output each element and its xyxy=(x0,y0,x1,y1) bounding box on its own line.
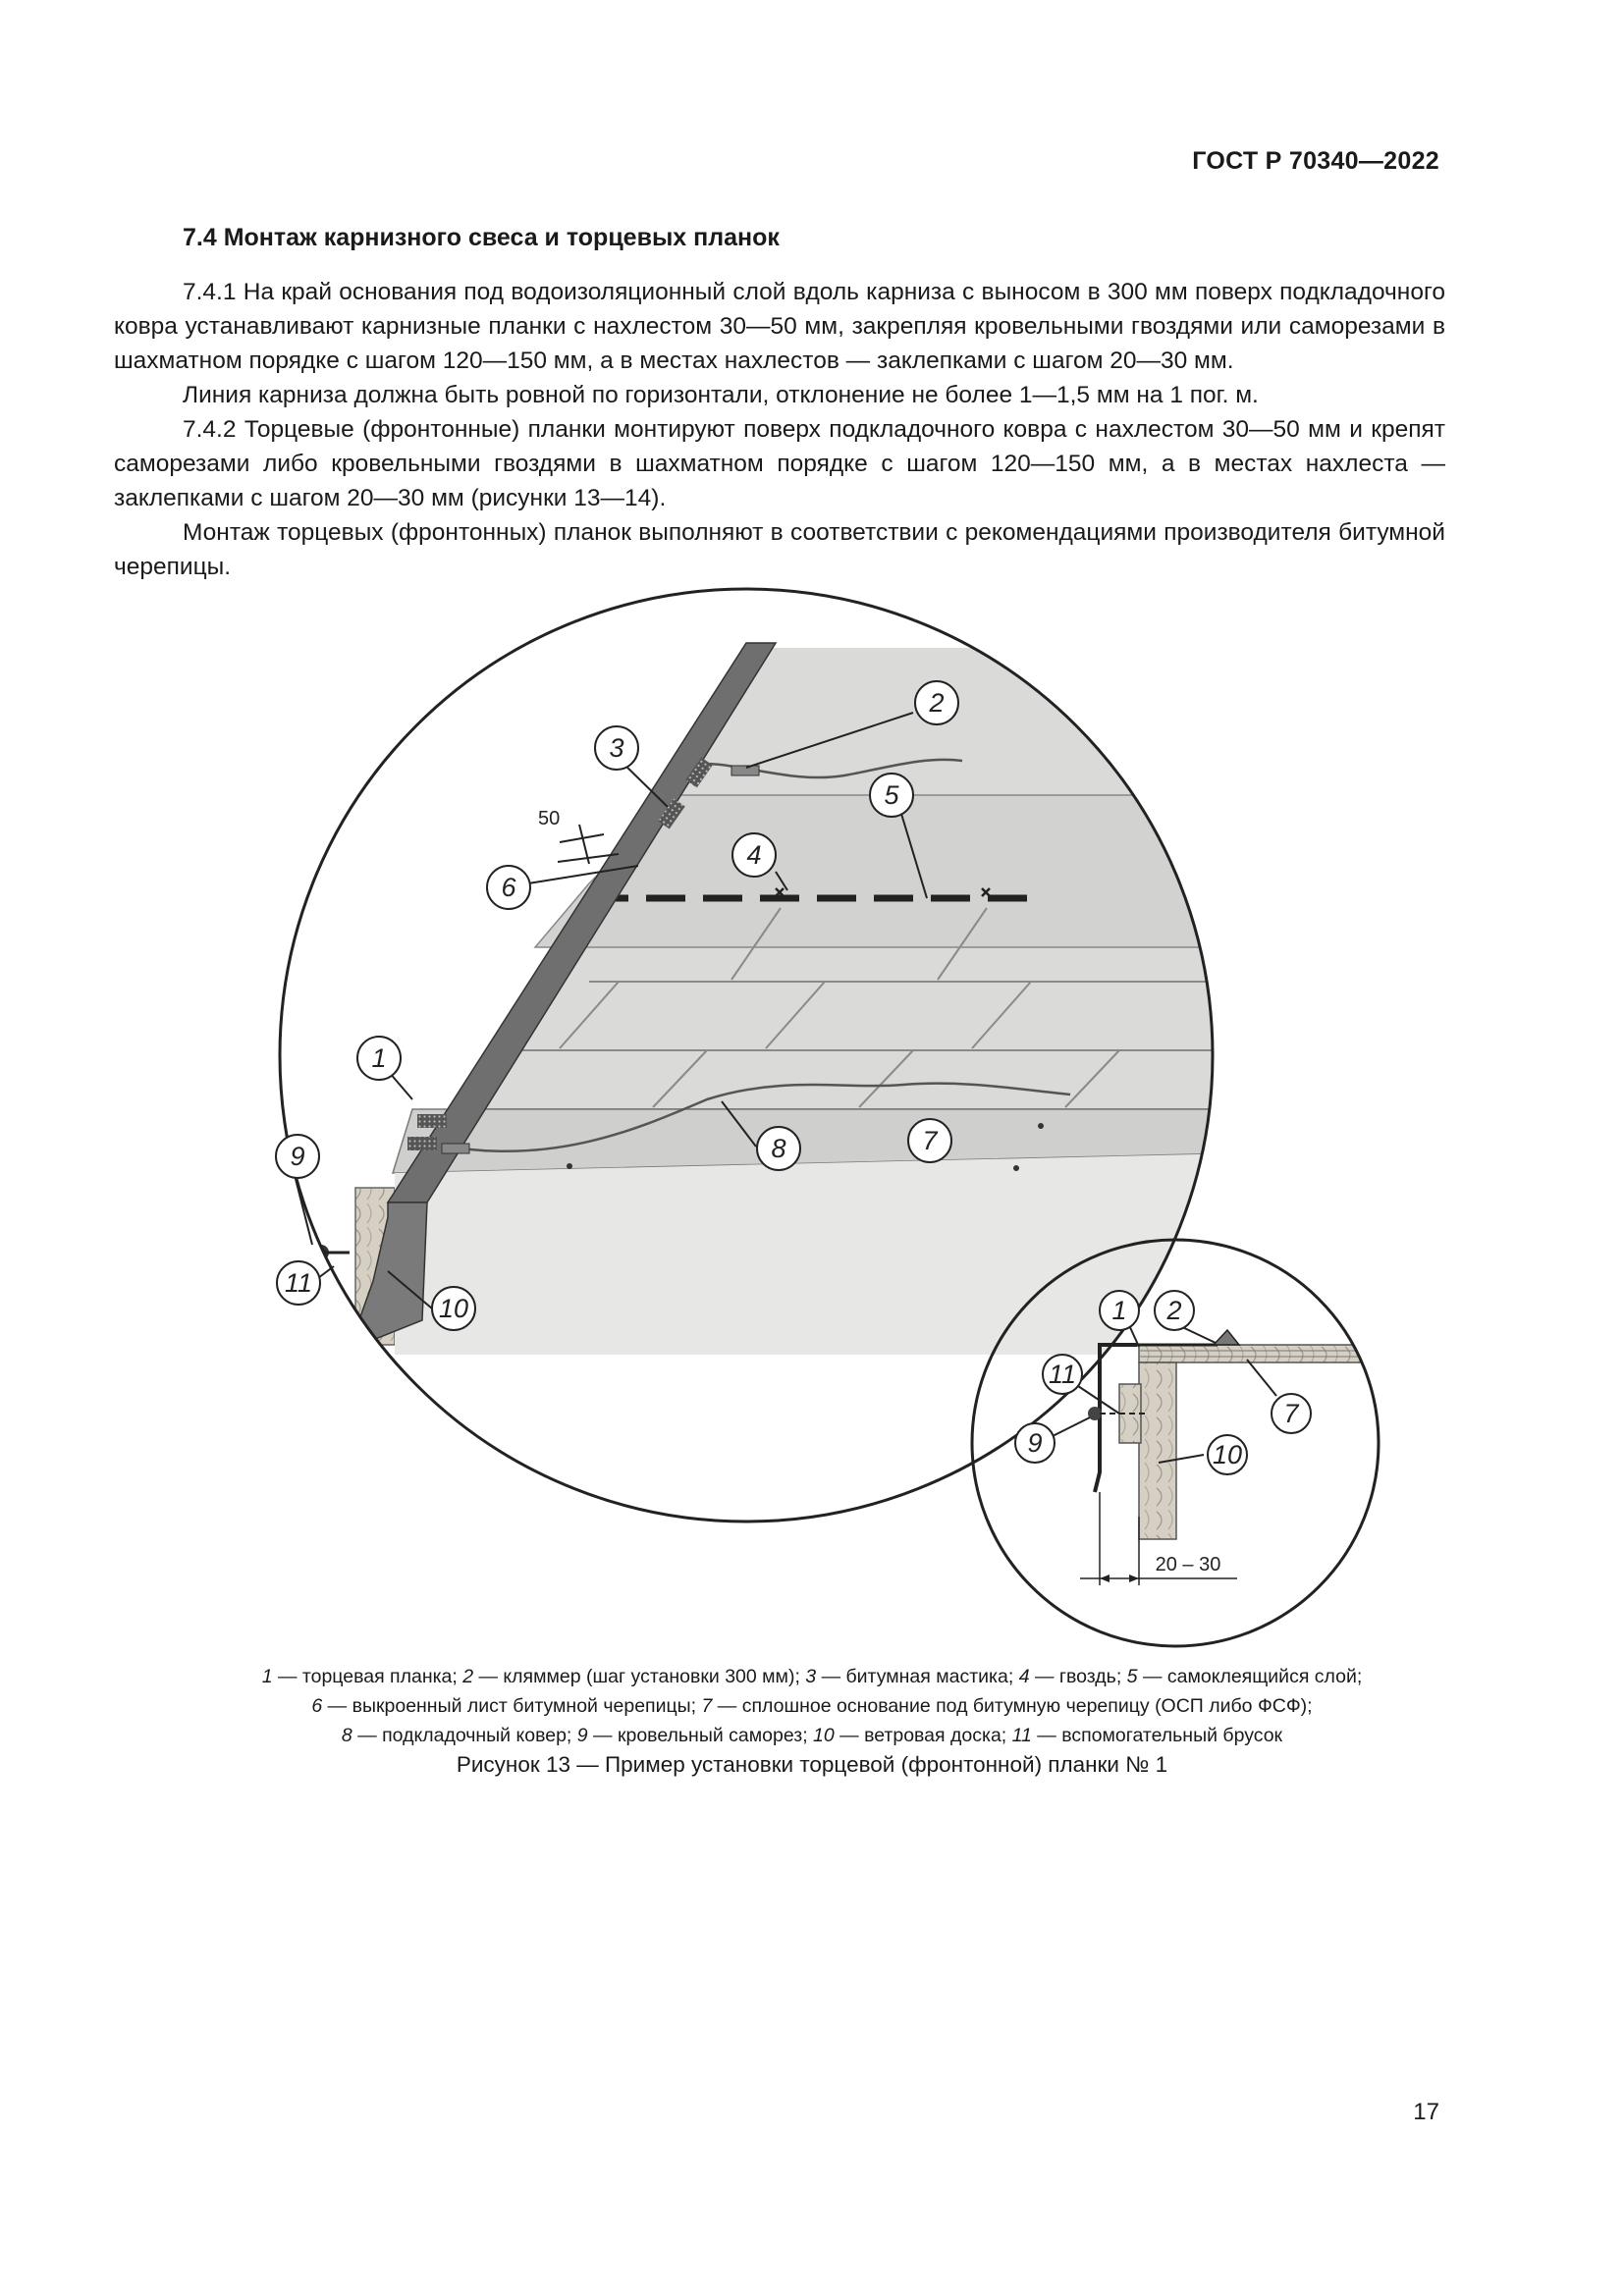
legend-number: 7 xyxy=(701,1695,713,1717)
legend-number: 9 xyxy=(576,1725,588,1746)
legend-text: — вспомогательный брусок xyxy=(1031,1725,1283,1746)
callout-11 xyxy=(277,1261,320,1305)
callout-8 xyxy=(757,1127,800,1170)
svg-text:1: 1 xyxy=(371,1043,387,1073)
svg-text:10: 10 xyxy=(438,1294,469,1323)
legend-text: — битумная мастика; xyxy=(816,1666,1019,1687)
svg-text:9: 9 xyxy=(1027,1428,1043,1458)
detail-callout-9 xyxy=(1015,1423,1055,1463)
svg-text:11: 11 xyxy=(1048,1360,1077,1389)
svg-text:4: 4 xyxy=(746,840,762,870)
callout-2 xyxy=(915,681,958,724)
callout-7 xyxy=(908,1119,951,1162)
legend-number: 4 xyxy=(1018,1666,1030,1687)
section-title: 7.4 Монтаж карнизного свеса и торцевых планок xyxy=(183,224,780,251)
detail-callout-11 xyxy=(1043,1355,1082,1394)
callout-5 xyxy=(870,774,913,817)
legend-number: 11 xyxy=(1011,1725,1032,1746)
callout-9 xyxy=(276,1135,319,1178)
legend-number: 5 xyxy=(1126,1666,1138,1687)
svg-text:3: 3 xyxy=(609,733,624,763)
svg-text:6: 6 xyxy=(501,873,516,902)
legend-text: — сплошное основание под битумную черепицу (ОСП либо ФСФ); xyxy=(712,1695,1313,1717)
paragraph: Монтаж торцевых (фронтонных) планок выполняют в соответствии с рекомендациями производителя битумной черепицы. xyxy=(114,519,1445,580)
dimension-50-label: 50 xyxy=(538,808,561,829)
svg-text:11: 11 xyxy=(284,1268,313,1298)
legend-number: 1 xyxy=(261,1666,273,1687)
legend-line xyxy=(118,1662,1506,1691)
callout-4 xyxy=(732,833,776,877)
svg-text:8: 8 xyxy=(771,1134,786,1163)
figure-caption: Рисунок 13 — Пример установки торцевой (фронтонной) планки № 1 xyxy=(456,1752,1168,1777)
legend-number: 10 xyxy=(813,1725,835,1746)
detail-callout-7 xyxy=(1272,1394,1311,1433)
legend-number: 2 xyxy=(462,1666,474,1687)
paragraph: 7.4.2 Торцевые (фронтонные) планки монтируют поверх подкладочного ковра с нахлестом 30—50 мм и крепят саморезами либо кровельными гвоздями в шахматном порядке с шагом 120—150 мм, а в местах нахлеста — заклепками с шагом 20—30 мм (рисунки 13—14). xyxy=(114,416,1445,511)
detail-callout-1 xyxy=(1100,1291,1139,1330)
svg-text:5: 5 xyxy=(884,780,899,810)
callout-3 xyxy=(595,726,638,770)
svg-text:1: 1 xyxy=(1111,1296,1127,1325)
legend-text: — подкладочный ковер; xyxy=(352,1725,577,1746)
callout-6 xyxy=(487,866,530,909)
legend-number: 6 xyxy=(311,1695,323,1717)
legend-number: 8 xyxy=(341,1725,352,1746)
legend-text: — гвоздь; xyxy=(1029,1666,1127,1687)
callout-10 xyxy=(432,1287,475,1330)
detail-callout-10 xyxy=(1208,1435,1247,1474)
detail-callout-2 xyxy=(1155,1291,1194,1330)
svg-text:9: 9 xyxy=(290,1142,305,1171)
legend-number: 3 xyxy=(805,1666,817,1687)
svg-text:7: 7 xyxy=(1283,1399,1299,1428)
main-detail-view xyxy=(276,589,1237,1522)
svg-text:10: 10 xyxy=(1212,1440,1243,1469)
svg-text:2: 2 xyxy=(1166,1296,1182,1325)
legend-text: — торцевая планка; xyxy=(272,1666,463,1687)
svg-text:2: 2 xyxy=(929,688,945,718)
paragraph: Линия карниза должна быть ровной по горизонтали, отклонение не более 1—1,5 мм на 1 пог. м. xyxy=(183,382,1259,408)
dimension-20-30-label: 20 – 30 xyxy=(1155,1554,1221,1575)
svg-text:7: 7 xyxy=(922,1126,938,1155)
legend-line xyxy=(118,1721,1506,1750)
page-number: 17 xyxy=(1413,2099,1439,2125)
document-code: ГОСТ Р 70340—2022 xyxy=(1192,147,1439,175)
dimension-50 xyxy=(538,808,619,864)
legend-text: — ветровая доска; xyxy=(834,1725,1012,1746)
legend-text: — кровельный саморез; xyxy=(587,1725,814,1746)
callout-1 xyxy=(357,1037,401,1080)
legend-line xyxy=(118,1691,1506,1721)
legend-text: — выкроенный лист битумной черепицы; xyxy=(322,1695,702,1717)
legend-text: — кляммер (шаг установки 300 мм); xyxy=(473,1666,806,1687)
paragraph: 7.4.1 На край основания под водоизоляционный слой вдоль карниза с выносом в 300 мм поверх подкладочного ковра устанавливают карнизные планки с нахлестом 30—50 мм, закрепляя кровельными гвоздями или саморезами в шахматном порядке с шагом 120—150 мм, а в местах нахлестов — заклепками с шагом 20—30 мм. xyxy=(114,279,1445,374)
legend-text: — самоклеящийся слой; xyxy=(1137,1666,1363,1687)
figure-legend xyxy=(118,1662,1506,1750)
